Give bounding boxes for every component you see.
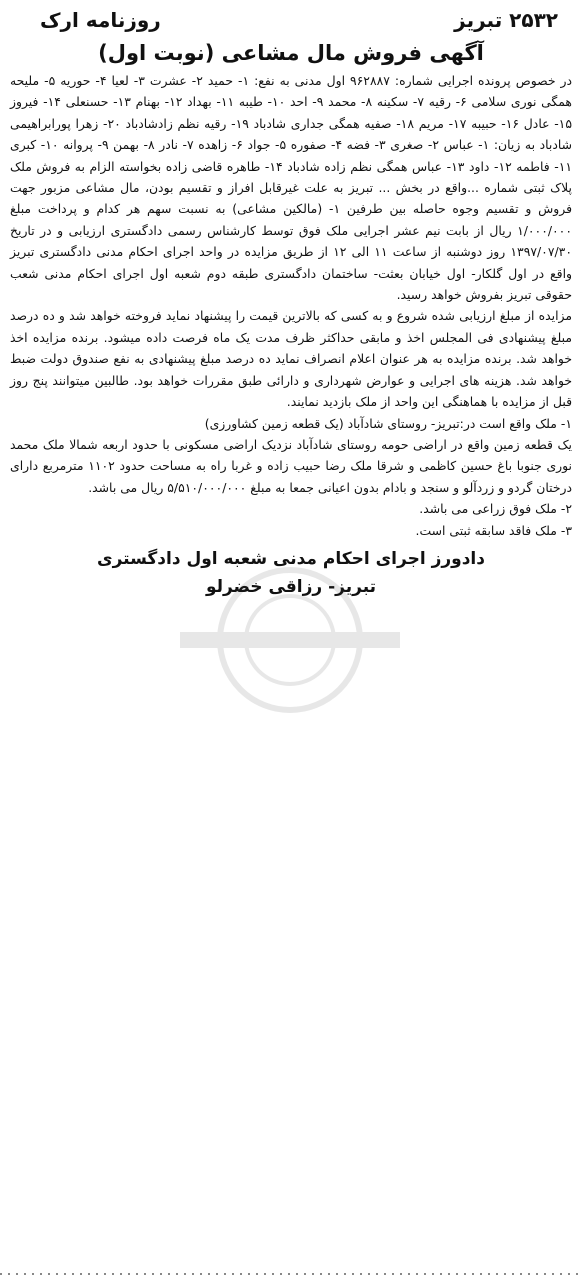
issue-number: ۲۵۳۲ تبریز [454, 8, 558, 32]
bottom-dotted-border [0, 1266, 582, 1280]
property-location: ۱- ملک واقع است در:تبریز- روستای شادآباد (یک قطعه زمین کشاورزی) [204, 415, 572, 431]
notice-body [10, 70, 572, 541]
masthead [10, 8, 572, 38]
property-note-unregistered: ۳- ملک فاقد سابقه ثبتی است. [415, 522, 572, 538]
signature-line-2: تبریز- رزاقی خضرلو [205, 576, 377, 597]
seal-watermark-icon [150, 540, 430, 740]
notice-intro: در خصوص پرونده اجرایی شماره: ۹۶۲۸۸۷ اول مدنی به نفع: ۱- حمید ۲- عشرت ۳- لعیا ۴- حوریه ۵- ملیحه همگی نوری سلامی ۶- رقیه ۷- سکینه ۸- محمد ۹- احد ۱۰- طیبه ۱۱- بهداد ۱۲- بهنام ۱۳- حسنعلی ۱۴- فیروز ۱۵- عادل ۱۶- حبیبه ۱۷- مریم ۱۸- صفیه همگی جداری شادباد ۱۹- رقیه نظم زادشادباد ۲۰- زهرا پورابراهیمی شادباد به زیان: ۱- عباس ۲- صغری ۳- فضه ۴- صفوره ۵- جواد ۶- زاهده ۷- نادر ۸- بهمن ۹- پروانه ۱۰- کبری ۱۱- فاطمه ۱۲- داود ۱۳- عباس همگی نظم زاده شادباد ۱۴- طاهره قاضی زاده بخواسته الزام به فروش ملک پلاک ثبتی شماره ...واقع در بخش ... تبریز به علت غیرقابل افراز و تقسیم بودن، مال مشاعی مزبور جهت فروش و تقسیم وجوه حاصله بین طرفین ۱- (مالکین مشاعی) به نسبت سهم هر کدام و پرداخت مبلغ ۱/۰۰۰/۰۰۰ ریال از بابت نیم عشر اجرایی ملک فوق توسط کارشناس رسمی دادگستری ارزیابی و در تاریخ ۱۳۹۷/۰۷/۳۰ روز دوشنبه از ساعت ۱۱ الی ۱۲ از طریق مزایده در واحد اجرای احکام مدنی دادگستری تبریز واقع در اول گلکار- اول خیابان بعثت- ساختمان دادگستری طبقه دوم شعبه اول اجرای احکام مدنی شعب حقوقی تبریز بفروش خواهد رسید. [10, 73, 573, 303]
auction-terms: مزایده از مبلغ ارزیابی شده شروع و به کسی که بالاترین قیمت را پیشنهاد نماید فروخته خواهد شد و ده درصد مبلغ پیشنهادی فی المجلس اخذ و مابقی حداکثر ظرف مدت یک ماه فرصت داده میشود. برنده مزایده اخذ خواهد شد. برنده مزایده به هر عنوان اعلام انصراف نماید ده درصد مبلغ پیشنهادی به نفع صندوق دولت ضبط خواهد شد. هزینه های اجرایی و عوارض شهرداری و دارائی طبق مقررات خواهد بود. طالبین میتوانند پنج روز قبل از مزایده با هماهنگی این واحد از ملک بازدید نمایند. [10, 308, 572, 410]
property-description: یک قطعه زمین واقع در اراضی حومه روستای شادآباد نزدیک اراضی مسکونی با حدود اربعه شمالا ملک محمد نوری جنوبا باغ حسین کاظمی و شرقا ملک رضا حبیب زاده و غربا راه به مساحت حدود ۱۱۰۲ مترمربع دارای درختان گردو و زردآلو و سنجد و بادام بدون اعیانی جمعا به مبلغ ۵/۵۱۰/۰۰۰/۰۰۰ ریال می باشد. [10, 436, 572, 495]
notice-title: آگهی فروش مال مشاعی (نوبت اول) [98, 41, 484, 65]
newspaper-name: روزنامه ارک [40, 8, 161, 32]
property-note-agricultural: ۲- ملک فوق زراعی می باشد. [419, 501, 572, 517]
signature-line-1: دادورز اجرای احکام مدنی شعبه اول دادگستری [97, 548, 485, 569]
